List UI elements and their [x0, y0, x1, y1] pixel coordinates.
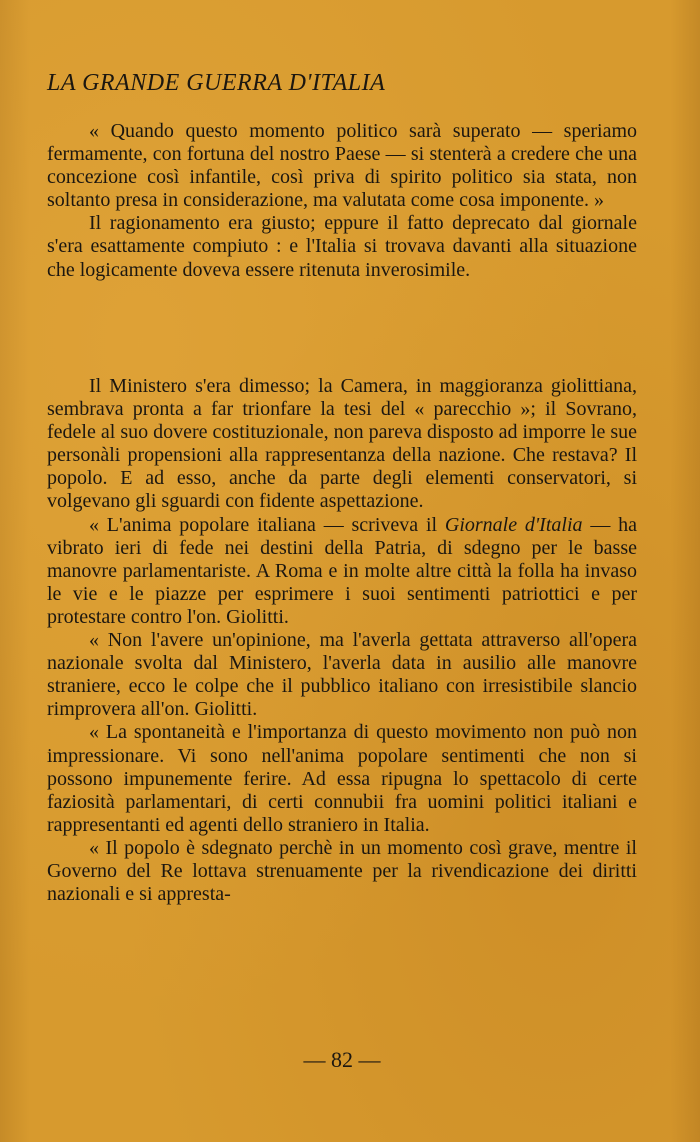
paragraph-ministry: Il Ministero s'era dimesso; la Camera, in maggioranza giolittiana, sembrava pronta a far trionfare la tesi del « parecchio »; il Sovrano, fedele al suo dovere costituzionale, non pareva disposto ad imporre le sue personàli propensioni alla rappresentanza della nazione. Che restava? Il popolo. E ad esso, anche da parte degli elementi conservatori, si volgevano gli sguardi con fidente aspettazione.: [47, 375, 637, 513]
running-title: LA GRANDE GUERRA D'ITALIA: [47, 70, 386, 96]
paragraph-quote-opinione: « Non l'avere un'opinione, ma l'averla gettata attraverso all'opera nazionale svolta dal Ministero, l'averla data in ausilio alle manovre straniere, ecco le colpe che il pubblico italiano con irresistibile slancio rimprovera all'on. Giolitti.: [47, 629, 637, 721]
text-section-2: [47, 375, 637, 906]
newspaper-title: Giornale d'Italia: [444, 513, 583, 536]
book-page: [47, 0, 637, 1142]
paragraph-quote-anima: [47, 514, 637, 629]
paragraph-reasoning: Il ragionamento era giusto; eppure il fatto deprecato dal giornale s'era esattamente compiuto : e l'Italia si trovava davanti alla situazione che logicamente doveva essere ritenuta inverosimile.: [47, 212, 637, 281]
page-number: — 82 —: [303, 1047, 381, 1072]
quote-text-after: — ha vibrato ieri di fede nei destini della Patria, di sdegno per le basse manovre parlamentariste. A Roma e in molte altre città la folla ha invaso le vie e le piazze per esprimere i suoi sentimenti patriottici e per protestare contro l'on. Giolitti.: [47, 513, 637, 628]
quote-text-before: « L'anima popolare italiana — scriveva il: [89, 513, 445, 536]
paragraph-quote-spontaneita: « La spontaneità e l'importanza di questo movimento non può non impressionare. Vi sono nell'anima popolare sentimenti che non si possono impunemente ferire. Ad essa ripugna lo spettacolo di certe faziosità parlamentari, di certi connubii fra uomini politici italiani e rappresentanti ed agenti dello straniero in Italia.: [47, 721, 637, 836]
paragraph-quote-popolo: « Il popolo è sdegnato perchè in un momento così grave, mentre il Governo del Re lottava strenuamente per la rivendicazione dei diritti nazionali e si appresta-: [47, 836, 637, 906]
text-section-1: [47, 120, 637, 282]
paragraph-quote-1: « Quando questo momento politico sarà superato — speriamo fermamente, con fortuna del nostro Paese — si stenterà a credere che una concezione così infantile, così priva di spirito politico sia stata, non soltanto presa in considerazione, ma valutata come cosa imponente. »: [47, 120, 637, 212]
